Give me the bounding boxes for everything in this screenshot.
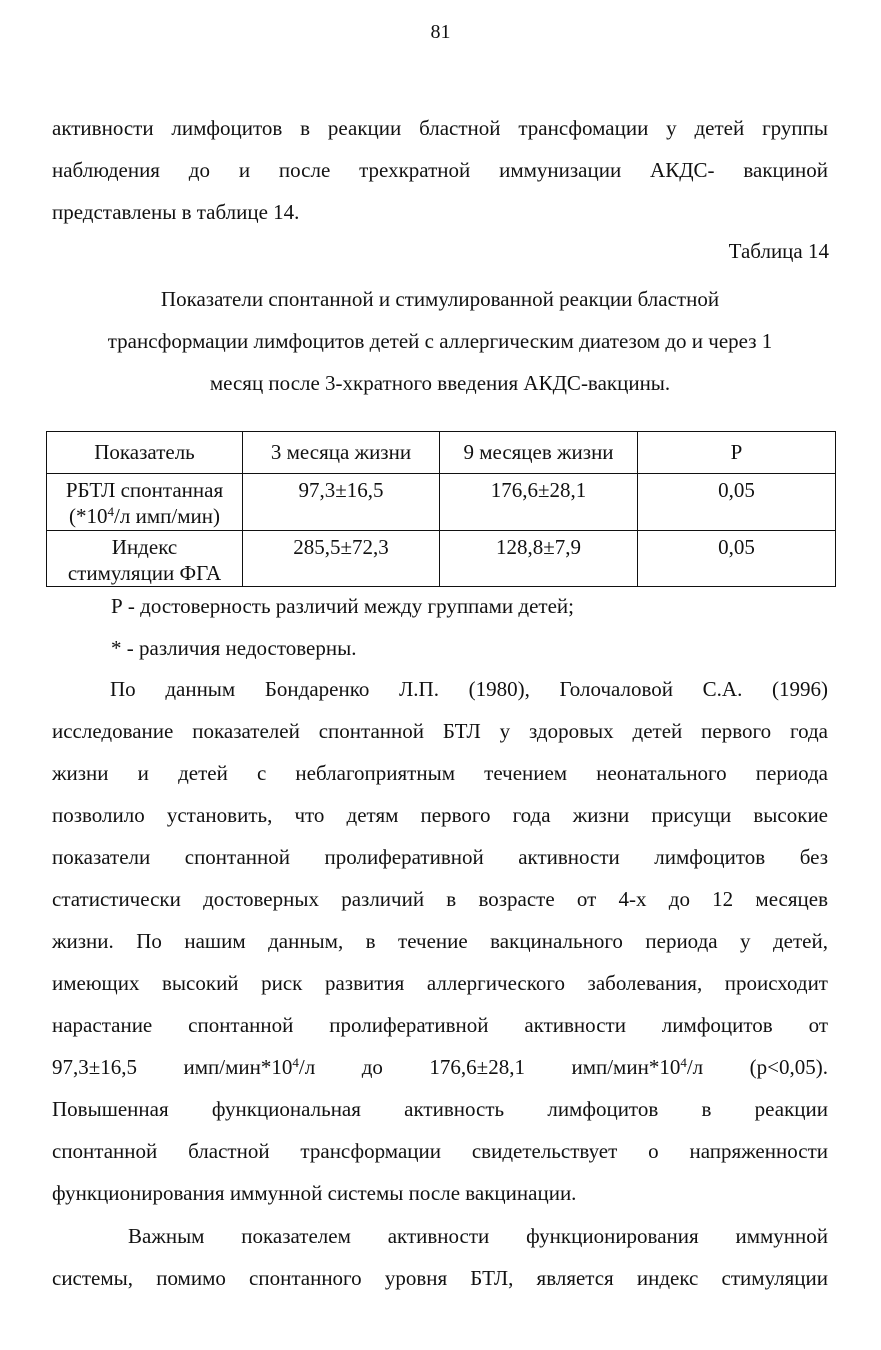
p-value-cell: 0,05 [638,474,836,531]
table-title-line: Показатели спонтанной и стимулированной реакции бластной [160,287,720,311]
column-header: 9 месяцев жизни [440,432,638,474]
body-line: жизни и детей с неблагоприятным течением неонатального периода [52,761,828,785]
row-label-line: стимуляции ФГА [67,561,222,585]
body-line: имеющих высокий риск развития аллергического заболевания, происходит [52,971,828,995]
body-line: статистически достоверных различий в возрасте от 4-х до 12 месяцев [52,887,828,911]
body-line: позволило установить, что детям первого года жизни присущи высокие [52,803,828,827]
data-table [46,431,836,587]
table-label: Таблица 14 [728,239,829,263]
row-label-cell [47,531,243,587]
p-value-cell: 0,05 [638,531,836,587]
table-row [47,531,836,587]
table-title-line: трансформации лимфоцитов детей с аллергическим диатезом до и через 1 [107,329,773,353]
body-line: Повышенная функциональная активность лимфоцитов в реакции [52,1097,828,1121]
body-line: нарастание спонтанной пролиферативной активности лимфоцитов от [52,1013,828,1037]
intro-paragraph [52,107,828,233]
body-paragraph-2 [52,1215,828,1299]
intro-line: наблюдения до и после трехкратной иммунизации АКДС- вакциной [52,158,828,182]
table-note: * - различия недостоверны. [111,636,357,660]
body-line: жизни. По нашим данным, в течение вакцинального периода у детей, [52,929,828,953]
column-header: 3 месяца жизни [243,432,440,474]
table-title-line: месяц после 3-хкратного введения АКДС-вакцины. [209,371,671,395]
table-header-row [47,432,836,474]
value-cell: 285,5±72,3 [243,531,440,587]
intro-line: представлены в таблице 14. [52,200,300,224]
value-cell: 176,6±28,1 [440,474,638,531]
column-header: Р [638,432,836,474]
body-paragraph [52,668,828,1214]
value-cell: 97,3±16,5 [243,474,440,531]
page-number: 81 [430,21,451,43]
table-title [40,278,840,404]
intro-line: активности лимфоцитов в реакции бластной трансфомации у детей группы [52,116,828,140]
body-line: функционирования иммунной системы после вакцинации. [52,1181,577,1205]
body-line: исследование показателей спонтанной БТЛ у здоровых детей первого года [52,719,828,743]
table-row [47,474,836,531]
row-label-line: ($*10^4/л$ имп/мин) [69,504,220,528]
body-line: Важным показателем активности функционирования иммунной [128,1224,828,1248]
row-label-cell [47,474,243,531]
body-line: По данным Бондаренко Л.П. (1980), Голочаловой С.А. (1996) [110,677,828,701]
row-label-line: РБТЛ спонтанная [65,478,224,502]
row-label-line: Индекс [111,535,178,559]
body-line: показатели спонтанной пролиферативной активности лимфоцитов без [52,845,828,869]
body-line: системы, помимо спонтанного уровня БТЛ, является индекс стимуляции [52,1266,828,1290]
body-line: спонтанной бластной трансформации свидетельствует о напряженности [52,1139,828,1163]
body-line: 97,3±16,5 имп/$мин*10^4/л$ до 176,6±28,1 имп/$мин*10^4/л$ (р<0,05). [52,1055,828,1079]
column-header: Показатель [47,432,243,474]
table-note: Р - достоверность различий между группами детей; [111,594,574,618]
value-cell: 128,8±7,9 [440,531,638,587]
